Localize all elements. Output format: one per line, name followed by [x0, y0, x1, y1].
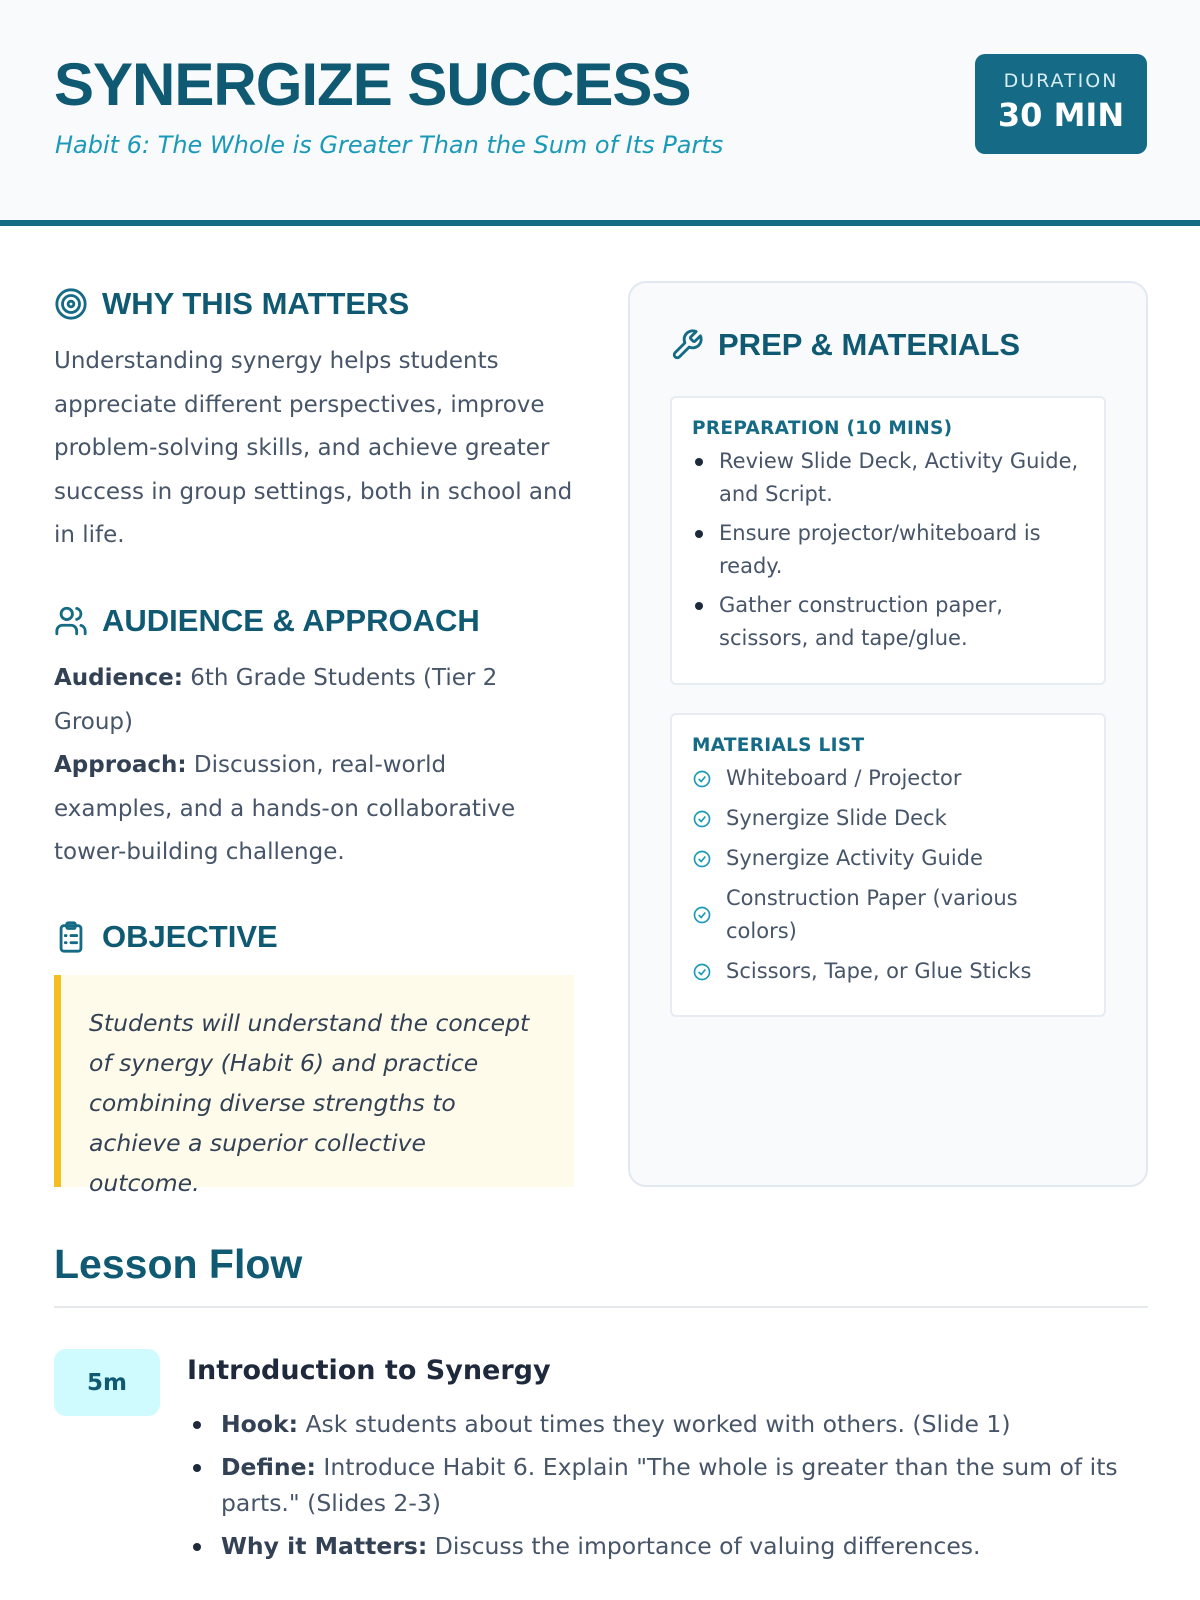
lesson-flow-title: Lesson Flow: [54, 1241, 303, 1287]
objective-text: Students will understand the concept of synergy (Habit 6) and practice combining diverse strengths to achieve a superior collective outcome.: [89, 1009, 530, 1197]
step-item-text: Ask students about times they worked with others. (Slide 1): [305, 1410, 1011, 1438]
prep-section-title: PREP & MATERIALS: [718, 327, 1020, 362]
objective-section-header: [54, 919, 278, 955]
step-item-text: Discuss the importance of valuing differences.: [434, 1532, 981, 1560]
objective-callout: [54, 975, 574, 1197]
list-item: [187, 1528, 1142, 1564]
page-header: [0, 0, 1200, 226]
approach-label: Approach:: [54, 752, 187, 778]
why-section-header: [54, 286, 409, 322]
check-circle-icon: [692, 769, 712, 789]
preparation-title: PREPARATION (10 MINS): [692, 418, 953, 439]
check-circle-icon: [692, 809, 712, 829]
preparation-card: [670, 396, 1106, 685]
material-label: Synergize Slide Deck: [726, 806, 947, 830]
material-label: Synergize Activity Guide: [726, 846, 983, 870]
check-circle-icon: [692, 905, 712, 925]
check-circle-icon: [692, 962, 712, 982]
step-item-label: Hook:: [221, 1410, 298, 1438]
audience-text: [54, 657, 554, 875]
duration-label: DURATION: [1003, 70, 1119, 92]
preparation-list: [692, 445, 1084, 655]
list-item: [692, 882, 1084, 948]
clipboard-icon: [54, 920, 88, 954]
material-label: Whiteboard / Projector: [726, 766, 962, 790]
list-item: [187, 1449, 1142, 1521]
audience-section-header: [54, 603, 480, 639]
wrench-icon: [670, 328, 704, 362]
target-icon: [54, 287, 88, 321]
list-item: [692, 842, 1084, 875]
list-item: [692, 802, 1084, 835]
step-list: [187, 1406, 1142, 1571]
step-item-label: Why it Matters:: [221, 1532, 428, 1560]
duration-value: 30 MIN: [997, 96, 1125, 134]
list-item: [692, 955, 1084, 988]
materials-list: [692, 762, 1084, 988]
prep-materials-panel: [628, 281, 1148, 1187]
audience-value: 6th Grade Students (Tier 2 Group): [54, 665, 498, 735]
material-label: Construction Paper (various colors): [726, 886, 1018, 943]
approach-value: Discussion, real-world examples, and a hands-on collaborative tower-building challenge.: [54, 752, 516, 865]
step-time-badge: 5m: [54, 1349, 160, 1416]
objective-section-title: OBJECTIVE: [102, 919, 278, 954]
audience-section-title: AUDIENCE & APPROACH: [102, 603, 480, 638]
materials-card: [670, 713, 1106, 1017]
page-subtitle: Habit 6: The Whole is Greater Than the Sum of Its Parts: [55, 131, 724, 159]
material-label: Scissors, Tape, or Glue Sticks: [726, 959, 1032, 983]
why-text: Understanding synergy helps students appreciate different perspectives, improve problem-solving skills, and achieve greater success in group settings, both in school and in life.: [54, 348, 573, 548]
divider: [54, 1306, 1148, 1308]
step-title: Introduction to Synergy: [187, 1355, 551, 1386]
prep-section-header: [670, 327, 1020, 363]
list-item: Review Slide Deck, Activity Guide, and Script.: [692, 445, 1084, 511]
list-item: Gather construction paper, scissors, and tape/glue.: [692, 589, 1084, 655]
materials-title: MATERIALS LIST: [692, 735, 865, 756]
users-icon: [54, 604, 88, 638]
list-item: [692, 762, 1084, 795]
why-section-title: WHY THIS MATTERS: [102, 286, 410, 321]
list-item: [187, 1406, 1142, 1442]
duration-badge: [975, 54, 1147, 154]
audience-label: Audience:: [54, 665, 183, 691]
page-title: SYNERGIZE SUCCESS: [54, 51, 691, 118]
step-item-label: Define:: [221, 1453, 316, 1481]
step-item-text: Introduce Habit 6. Explain "The whole is greater than the sum of its parts." (Slides 2-3): [221, 1453, 1118, 1517]
list-item: Ensure projector/whiteboard is ready.: [692, 517, 1084, 583]
check-circle-icon: [692, 849, 712, 869]
